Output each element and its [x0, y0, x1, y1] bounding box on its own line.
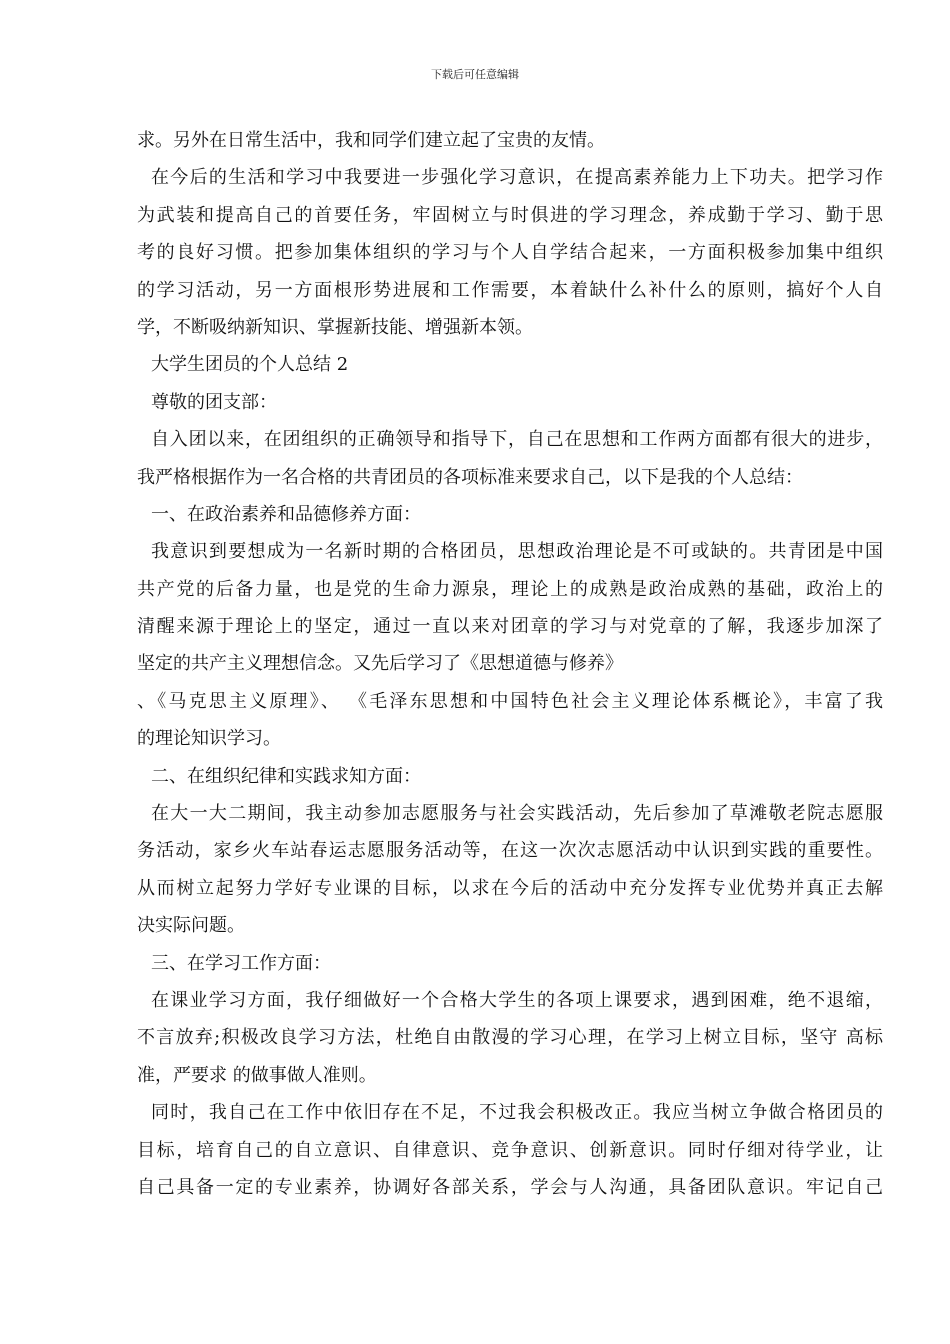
subsection-heading: 二、在组织纪律和实践求知方面： — [151, 765, 421, 787]
paragraph-line: 同时，我自己在工作中依旧存在不足，不过我会积极改正。我应当树立争做合格团员的 — [151, 1102, 883, 1124]
subsection-heading: 三、在学习工作方面： — [151, 952, 331, 974]
paragraph-line: 共产党的后备力量，也是党的生命力源泉，理论上的成熟是政治成熟的基础，政治上的 — [137, 578, 883, 600]
subsection-heading: 一、在政治素养和品德修养方面： — [151, 503, 421, 525]
salutation: 尊敬的团支部： — [151, 391, 277, 413]
paragraph-line: 我严格根据作为一名合格的共青团员的各项标准来要求自己，以下是我的个人总结： — [137, 466, 803, 488]
paragraph-line: 考的良好习惯。把参加集体组织的学习与个人自学结合起来，一方面积极参加集中组织 — [137, 242, 883, 264]
paragraph-line: 务活动，家乡火车站春运志愿服务活动等，在这一次次志愿活动中认识到实践的重要性。 — [137, 840, 883, 862]
section-title: 大学生团员的个人总结 2 — [151, 354, 349, 376]
paragraph-line: 在大一大二期间，我主动参加志愿服务与社会实践活动，先后参加了草滩敬老院志愿服 — [151, 803, 883, 825]
paragraph-line: 准，严要求 的做事做人准则。 — [137, 1064, 377, 1086]
paragraph-line: 的理论知识学习。 — [137, 728, 281, 750]
paragraph-line: 坚定的共产主义理想信念。又先后学习了《思想道德与修养》 — [137, 653, 623, 675]
page-header-note: 下载后可任意编辑 — [431, 68, 519, 81]
paragraph-line: 自己具备一定的专业素养，协调好各部关系，学会与人沟通，具备团队意识。牢记自己 — [137, 1176, 883, 1198]
paragraph-line: 我意识到要想成为一名新时期的合格团员，思想政治理论是不可或缺的。共青团是中国 — [151, 541, 883, 563]
paragraph-line: 学，不断吸纳新知识、掌握新技能、增强新本领。 — [137, 316, 533, 338]
paragraph-line: 的学习活动，另一方面根形势进展和工作需要，本着缺什么补什么的原则，搞好个人自 — [137, 279, 883, 301]
paragraph-line: 自入团以来，在团组织的正确领导和指导下，自己在思想和工作两方面都有很大的进步， — [151, 429, 883, 451]
paragraph-line: 决实际问题。 — [137, 915, 245, 937]
paragraph-line: 在课业学习方面，我仔细做好一个合格大学生的各项上课要求，遇到困难，绝不退缩， — [151, 989, 883, 1011]
paragraph-line: 清醒来源于理论上的坚定，通过一直以来对团章的学习与对党章的了解，我逐步加深了 — [137, 616, 883, 638]
paragraph-line: 、《马克思主义原理》、 《毛泽东思想和中国特色社会主义理论体系概论》，丰富了我 — [137, 690, 883, 712]
paragraph-line: 不言放弃;积极改良学习方法，杜绝自由散漫的学习心理，在学习上树立目标，坚守 高标 — [137, 1027, 883, 1049]
paragraph-line: 在今后的生活和学习中我要进一步强化学习意识，在提高素养能力上下功夫。把学习作 — [151, 167, 883, 189]
paragraph-line: 为武装和提高自己的首要任务，牢固树立与时俱进的学习理念，养成勤于学习、勤于思 — [137, 204, 883, 226]
paragraph-line: 目标，培育自己的自立意识、自律意识、竞争意识、创新意识。同时仔细对待学业，让 — [137, 1139, 883, 1161]
document-body — [137, 122, 883, 1206]
paragraph-line: 从而树立起努力学好专业课的目标，以求在今后的活动中充分发挥专业优势并真正去解 — [137, 877, 883, 899]
paragraph-line: 求。另外在日常生活中，我和同学们建立起了宝贵的友情。 — [137, 130, 605, 151]
